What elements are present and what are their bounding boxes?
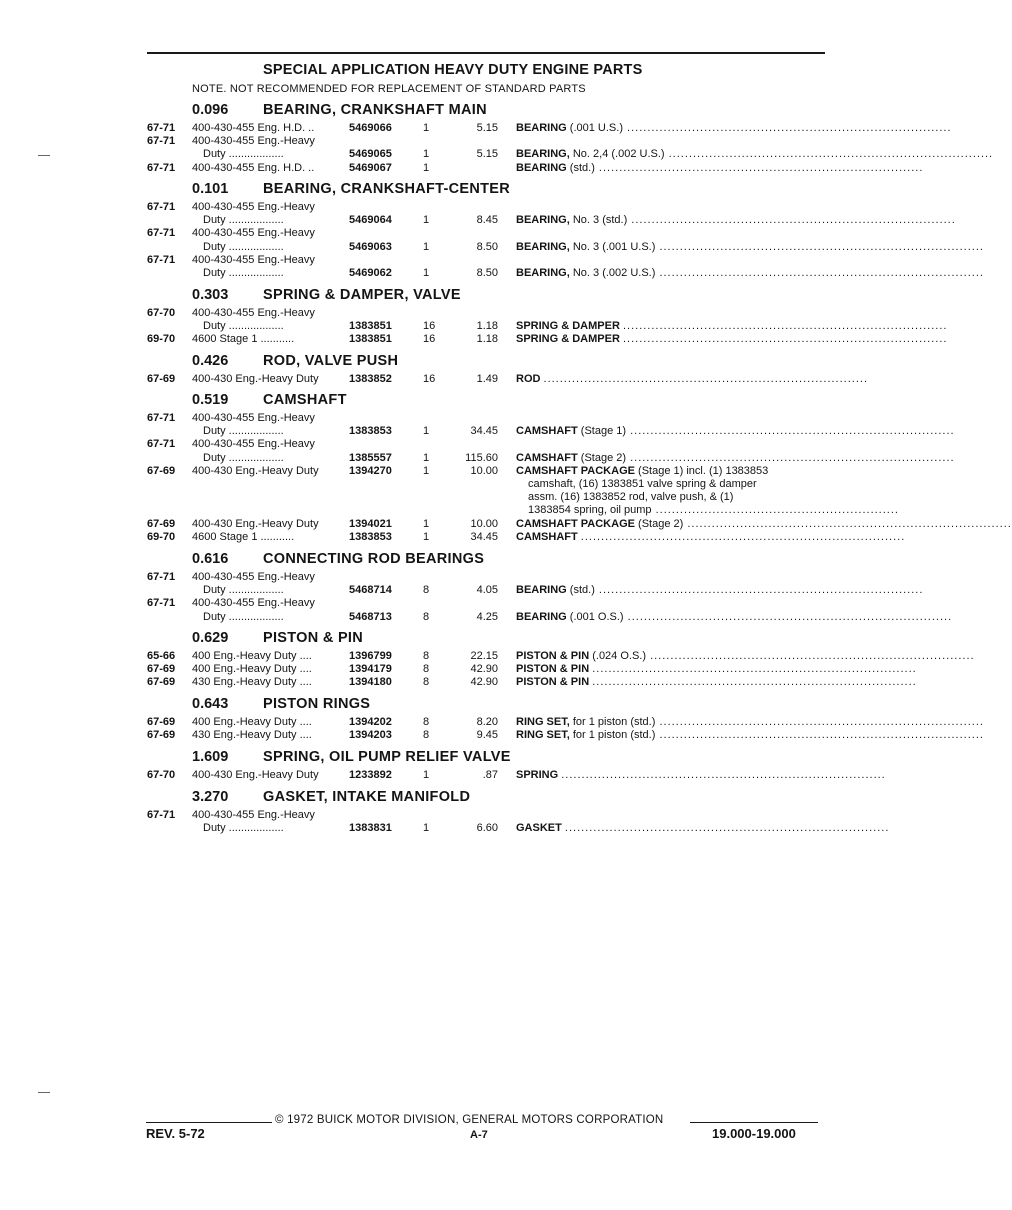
- part-description: [516, 530, 906, 544]
- part-number: 1383852: [349, 373, 392, 385]
- quantity: 1: [423, 451, 430, 464]
- part-detail: (Stage 1): [580, 425, 627, 438]
- part-number: 5469066: [349, 122, 392, 134]
- continuation-text: 1383854 spring, oil pump: [528, 504, 652, 517]
- quantity: 1: [423, 425, 430, 438]
- quantity: 8: [423, 610, 430, 623]
- part-detail: (.024 O.S.): [592, 650, 647, 662]
- part-number: 5468713: [349, 610, 392, 623]
- price: 1.18: [476, 333, 498, 346]
- footer-rule-right: [690, 1122, 818, 1123]
- price: 34.45: [470, 530, 498, 543]
- part-description: [516, 769, 886, 782]
- leader-dots: ................................................................................: [594, 584, 924, 597]
- model-years: 67-71: [147, 201, 176, 213]
- model-years: 67-71: [147, 253, 176, 266]
- price: 10.00: [470, 517, 498, 530]
- application-text: 400-430 Eng.-Heavy Duty: [192, 517, 319, 530]
- part-detail: (Stage 2): [580, 451, 627, 464]
- model-years: 67-69: [147, 464, 176, 477]
- model-years: 67-69: [147, 729, 176, 742]
- leader-dots: ................................................................................: [623, 610, 953, 623]
- price: 5.15: [476, 148, 498, 161]
- quantity: 16: [423, 320, 436, 333]
- application-text: 400-430-455 Eng.-Heavy: [192, 571, 315, 583]
- leader-dots: ................................................................................: [626, 425, 955, 438]
- part-number: 1383851: [349, 320, 392, 333]
- model-years: 67-71: [147, 597, 176, 610]
- quantity: 1: [423, 464, 430, 477]
- application-text: Duty ..................: [203, 822, 284, 835]
- part-detail: (.001 U.S.): [569, 122, 623, 134]
- part-number: 1394180: [349, 676, 392, 689]
- quantity: 1: [423, 214, 430, 227]
- part-name: RING SET,: [516, 729, 570, 742]
- price: 8.50: [476, 240, 498, 253]
- model-years: 69-70: [147, 530, 176, 543]
- application-text: Duty ..................: [203, 425, 284, 438]
- model-years: 67-71: [147, 122, 176, 134]
- page-number: A-7: [470, 1129, 488, 1141]
- part-number: 1396799: [349, 650, 392, 662]
- quantity: 16: [423, 373, 436, 385]
- part-detail: (std.): [569, 161, 595, 174]
- footer-rule-left: [146, 1122, 272, 1123]
- price: 8.20: [476, 716, 498, 728]
- leader-dots: ................................................................................: [561, 769, 886, 781]
- quantity: 1: [423, 517, 430, 530]
- leader-dots: ................................................................................: [683, 517, 1012, 530]
- part-description: [516, 650, 975, 663]
- part-description-continued: [528, 491, 826, 504]
- part-description: [516, 320, 948, 333]
- model-years: 65-66: [147, 650, 176, 662]
- application-text: 400-430-455 Eng.-Heavy: [192, 438, 315, 451]
- part-name: CAMSHAFT: [516, 451, 578, 464]
- model-years: 67-71: [147, 135, 176, 148]
- part-detail: (.001 O.S.): [569, 610, 624, 623]
- part-description: [516, 240, 984, 254]
- margin-mark: [38, 155, 50, 156]
- part-description-continued: [528, 478, 826, 491]
- quantity: 8: [423, 716, 430, 728]
- part-name: PISTON & PIN: [516, 663, 590, 676]
- part-name: PISTON & PIN: [516, 676, 590, 689]
- price: 5.15: [476, 122, 498, 134]
- application-text: 4600 Stage 1 ...........: [192, 333, 295, 346]
- leader-dots: ................................................................................: [655, 267, 984, 279]
- application-text: 4600 Stage 1 ...........: [192, 530, 295, 543]
- part-name: BEARING,: [516, 240, 570, 253]
- application-text: 400-430-455 Eng.-Heavy: [192, 135, 315, 148]
- part-number: 5468714: [349, 584, 392, 597]
- part-detail: (std.): [569, 584, 595, 597]
- part-description: [516, 822, 890, 835]
- application-text: 400-430-455 Eng.-Heavy: [192, 227, 315, 240]
- section-range: 19.000-19.000: [712, 1126, 796, 1141]
- part-detail: No. 3 (.001 U.S.): [572, 240, 656, 253]
- application-text: Duty ..................: [203, 610, 284, 623]
- part-description: [516, 148, 994, 161]
- section-title: BEARING, CRANKSHAFT-CENTER: [263, 181, 511, 197]
- leader-dots: ................................................................................: [622, 122, 952, 134]
- application-text: Duty ..................: [203, 214, 284, 227]
- part-description: [516, 663, 917, 676]
- part-name: GASKET: [516, 822, 562, 835]
- part-name: CAMSHAFT: [516, 425, 578, 438]
- price: 1.18: [476, 320, 498, 333]
- price: 6.60: [476, 822, 498, 835]
- quantity: 8: [423, 729, 430, 742]
- part-name: BEARING,: [516, 267, 570, 279]
- leader-dots: ................................................................................: [543, 373, 869, 385]
- application-text: 400-430-455 Eng.-Heavy: [192, 307, 315, 319]
- page-note: NOTE. NOT RECOMMENDED FOR REPLACEMENT OF STANDARD PARTS: [192, 83, 586, 95]
- part-description: [516, 610, 953, 624]
- part-number: 1394202: [349, 716, 392, 728]
- price: 42.90: [470, 676, 498, 689]
- leader-dots: ................................................................................: [627, 214, 956, 227]
- application-text: Duty ..................: [203, 584, 284, 597]
- part-number: 5469063: [349, 240, 392, 253]
- application-text: 400-430 Eng.-Heavy Duty: [192, 464, 319, 477]
- leader-dots: ................................................................................: [592, 676, 917, 689]
- part-number: 1233892: [349, 769, 392, 781]
- application-text: Duty ..................: [203, 320, 284, 333]
- price: 34.45: [470, 425, 498, 438]
- application-text: 400-430-455 Eng. H.D. ..: [192, 161, 315, 174]
- price: 22.15: [470, 650, 498, 662]
- part-name: RING SET,: [516, 716, 570, 728]
- part-number: 1394203: [349, 729, 392, 742]
- model-years: 67-69: [147, 663, 176, 676]
- model-years: 67-71: [147, 571, 176, 583]
- section-title: CAMSHAFT: [263, 392, 347, 408]
- part-name: CAMSHAFT: [516, 530, 578, 543]
- model-years: 67-70: [147, 769, 176, 781]
- part-name: SPRING & DAMPER: [516, 333, 620, 346]
- part-detail: (Stage 2): [638, 517, 684, 530]
- model-years: 67-71: [147, 161, 176, 174]
- price: 8.45: [476, 214, 498, 227]
- quantity: 8: [423, 663, 430, 676]
- part-number: 1383851: [349, 333, 392, 346]
- leader-dots: ................................................................................: [655, 240, 984, 253]
- model-years: 67-71: [147, 412, 176, 424]
- leader-dots: ................................................................................: [626, 451, 955, 464]
- continuation-text: assm. (16) 1383852 rod, valve push, & (1): [528, 491, 734, 504]
- part-number: 5469064: [349, 214, 392, 227]
- part-number: 1383831: [349, 822, 392, 835]
- application-text: 400-430 Eng.-Heavy Duty: [192, 769, 319, 781]
- price: 10.00: [470, 464, 498, 477]
- part-number: 1383853: [349, 530, 392, 543]
- leader-dots: ................................................................................: [622, 320, 948, 333]
- part-name: BEARING,: [516, 148, 570, 161]
- part-description: [516, 716, 984, 729]
- part-name: CAMSHAFT PACKAGE: [516, 517, 635, 530]
- application-text: 400-430-455 Eng.-Heavy: [192, 597, 315, 610]
- model-years: 67-70: [147, 307, 176, 319]
- part-name: ROD: [516, 373, 541, 385]
- application-text: 400-430-455 Eng. H.D. ..: [192, 122, 315, 134]
- margin-mark: [38, 1092, 50, 1093]
- part-description: [516, 122, 952, 135]
- application-text: 400 Eng.-Heavy Duty ....: [192, 716, 312, 728]
- application-text: 430 Eng.-Heavy Duty ....: [192, 729, 312, 742]
- part-name: SPRING & DAMPER: [516, 320, 620, 333]
- application-text: Duty ..................: [203, 240, 284, 253]
- quantity: 1: [423, 161, 430, 174]
- application-text: 400 Eng.-Heavy Duty ....: [192, 650, 312, 662]
- price: 1.49: [476, 373, 498, 385]
- application-text: Duty ..................: [203, 451, 284, 464]
- leader-dots: ................................................................................: [646, 650, 975, 662]
- footer-copyright: © 1972 BUICK MOTOR DIVISION, GENERAL MOTORS CORPORATION: [275, 1114, 664, 1126]
- price: .87: [482, 769, 498, 781]
- part-detail: for 1 piston (std.): [572, 729, 656, 742]
- price: 4.25: [476, 610, 498, 623]
- quantity: 1: [423, 267, 430, 279]
- quantity: 8: [423, 650, 430, 662]
- part-description: [516, 373, 869, 386]
- model-years: 67-71: [147, 809, 176, 821]
- section-code: 0.101: [192, 181, 229, 197]
- continuation-text: camshaft, (16) 1383851 valve spring & damper: [528, 478, 757, 490]
- part-name: BEARING,: [516, 214, 570, 227]
- part-name: BEARING: [516, 610, 567, 623]
- leader-dots: ................................................................................: [664, 148, 994, 161]
- quantity: 8: [423, 676, 430, 689]
- part-name: SPRING: [516, 769, 559, 781]
- price: 42.90: [470, 663, 498, 676]
- application-text: 400-430-455 Eng.-Heavy: [192, 253, 315, 266]
- leader-dots: ................................................................................: [564, 822, 890, 835]
- part-name: BEARING: [516, 161, 567, 174]
- model-years: 67-69: [147, 373, 176, 385]
- application-text: Duty ..................: [203, 148, 284, 161]
- quantity: 1: [423, 240, 430, 253]
- part-detail: No. 3 (.002 U.S.): [572, 267, 656, 279]
- part-name: PISTON & PIN: [516, 650, 590, 662]
- application-text: 400-430-455 Eng.-Heavy: [192, 201, 315, 213]
- model-years: 69-70: [147, 333, 176, 346]
- model-years: 67-69: [147, 716, 176, 728]
- section-code: 0.096: [192, 102, 229, 118]
- part-name: CAMSHAFT PACKAGE: [516, 464, 635, 477]
- quantity: 1: [423, 148, 430, 161]
- section-code: 3.270: [192, 789, 229, 805]
- part-description: [516, 425, 955, 438]
- part-number: 1383853: [349, 425, 392, 438]
- quantity: 8: [423, 584, 430, 597]
- leader-dots: ............................................................: [651, 504, 899, 517]
- part-number: 1394179: [349, 663, 392, 676]
- part-description: [516, 214, 956, 227]
- section-code: 0.616: [192, 551, 229, 567]
- part-detail: (Stage 1) incl. (1) 1383853: [638, 464, 769, 477]
- application-text: 400-430-455 Eng.-Heavy: [192, 809, 315, 821]
- section-title: BEARING, CRANKSHAFT MAIN: [263, 102, 487, 118]
- price: 9.45: [476, 729, 498, 742]
- part-description: [516, 451, 955, 465]
- part-name: BEARING: [516, 122, 567, 134]
- part-description: [516, 729, 984, 742]
- quantity: 1: [423, 530, 430, 543]
- part-detail: for 1 piston (std.): [572, 716, 656, 728]
- leader-dots: ................................................................................: [655, 716, 984, 728]
- quantity: 1: [423, 769, 430, 781]
- part-name: BEARING: [516, 584, 567, 597]
- part-detail: No. 2,4 (.002 U.S.): [572, 148, 665, 161]
- part-number: 1394270: [349, 464, 392, 477]
- leader-dots: ................................................................................: [592, 663, 917, 676]
- price: 4.05: [476, 584, 498, 597]
- application-text: 430 Eng.-Heavy Duty ....: [192, 676, 312, 689]
- section-title: SPRING & DAMPER, VALVE: [263, 287, 461, 303]
- part-number: 5469062: [349, 267, 392, 279]
- price: 115.60: [465, 451, 498, 464]
- quantity: 1: [423, 822, 430, 835]
- part-description: [516, 465, 826, 478]
- part-description: [516, 676, 917, 689]
- leader-dots: ................................................................................: [655, 729, 984, 742]
- part-description: [516, 161, 924, 175]
- part-description: [516, 267, 984, 280]
- part-number: 1385557: [349, 451, 392, 464]
- section-title: PISTON & PIN: [263, 630, 364, 646]
- application-text: Duty ..................: [203, 267, 284, 279]
- part-number: 5469065: [349, 148, 392, 161]
- revision-label: REV. 5-72: [146, 1126, 205, 1141]
- section-code: 0.643: [192, 696, 229, 712]
- model-years: 67-71: [147, 438, 176, 451]
- section-code: 1.609: [192, 749, 229, 765]
- page-title: SPECIAL APPLICATION HEAVY DUTY ENGINE PARTS: [263, 62, 643, 78]
- price: 8.50: [476, 267, 498, 279]
- application-text: 400-430-455 Eng.-Heavy: [192, 412, 315, 424]
- part-number: 1394021: [349, 517, 392, 530]
- quantity: 1: [423, 122, 430, 134]
- model-years: 67-71: [147, 227, 176, 240]
- application-text: 400-430 Eng.-Heavy Duty: [192, 373, 319, 385]
- section-title: ROD, VALVE PUSH: [263, 353, 399, 369]
- application-text: 400 Eng.-Heavy Duty ....: [192, 663, 312, 676]
- part-number: 5469067: [349, 161, 392, 174]
- leader-dots: ................................................................................: [594, 161, 924, 174]
- part-description: [516, 584, 924, 597]
- section-code: 0.303: [192, 287, 229, 303]
- section-code: 0.426: [192, 353, 229, 369]
- section-code: 0.629: [192, 630, 229, 646]
- part-description-continued: [528, 504, 899, 517]
- leader-dots: ................................................................................: [580, 530, 906, 543]
- part-detail: No. 3 (std.): [572, 214, 628, 227]
- section-title: PISTON RINGS: [263, 696, 371, 712]
- part-description: [516, 517, 1012, 531]
- quantity: 16: [423, 333, 436, 346]
- section-title: GASKET, INTAKE MANIFOLD: [263, 789, 471, 805]
- section-title: CONNECTING ROD BEARINGS: [263, 551, 485, 567]
- section-code: 0.519: [192, 392, 229, 408]
- part-description: [516, 333, 948, 346]
- model-years: 67-69: [147, 676, 176, 689]
- model-years: 67-69: [147, 517, 176, 530]
- leader-dots: ................................................................................: [622, 333, 948, 346]
- section-title: SPRING, OIL PUMP RELIEF VALVE: [263, 749, 511, 765]
